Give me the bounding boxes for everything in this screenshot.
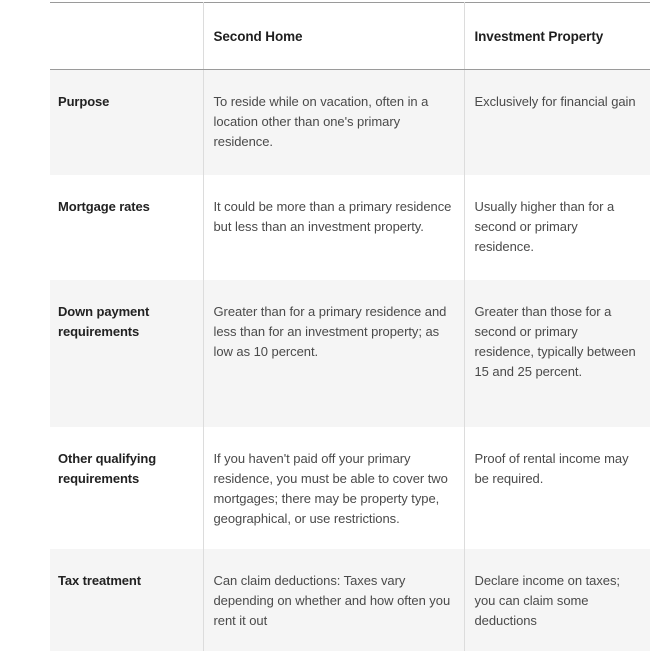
row-label-text: Down payment requirements <box>58 304 150 339</box>
row-second-home-text: It could be more than a primary residence but less than an investment property. <box>213 199 452 234</box>
row-second-home-text: Can claim deductions: Taxes vary depending on whether and how often you rent it out <box>213 573 451 628</box>
table-body <box>50 70 650 651</box>
table-row <box>50 427 650 549</box>
row-investment-property-cell <box>464 280 650 427</box>
table-header-row <box>50 3 650 70</box>
row-label-cell <box>50 175 203 280</box>
table-row <box>50 70 650 176</box>
row-second-home-cell <box>203 70 464 176</box>
column-header-second-home-text: Second Home <box>213 29 303 44</box>
column-header-label <box>50 3 203 70</box>
table-header <box>50 3 650 70</box>
row-investment-property-text: Exclusively for financial gain <box>474 94 636 109</box>
column-header-investment-property <box>464 3 650 70</box>
row-second-home-cell <box>203 280 464 427</box>
table-row <box>50 280 650 427</box>
row-label-cell <box>50 549 203 651</box>
row-second-home-cell <box>203 427 464 549</box>
row-label-cell <box>50 427 203 549</box>
row-second-home-text: To reside while on vacation, often in a location other than one's primary residence. <box>213 94 429 149</box>
column-header-investment-property-text: Investment Property <box>474 29 604 44</box>
row-label-text: Tax treatment <box>58 573 141 588</box>
row-investment-property-cell <box>464 175 650 280</box>
row-investment-property-text: Usually higher than for a second or primary residence. <box>474 199 615 254</box>
table-row <box>50 549 650 651</box>
table-row <box>50 175 650 280</box>
row-second-home-text: Greater than for a primary residence and less than for an investment property; as low as 10 percent. <box>213 304 447 359</box>
row-label-text: Purpose <box>58 94 110 109</box>
row-second-home-cell <box>203 549 464 651</box>
row-label-text: Mortgage rates <box>58 199 150 214</box>
row-investment-property-text: Greater than those for a second or primary residence, typically between 15 and 25 percent. <box>474 304 636 379</box>
row-investment-property-text: Declare income on taxes; you can claim some deductions <box>474 573 620 628</box>
row-investment-property-cell <box>464 549 650 651</box>
row-label-text: Other qualifying requirements <box>58 451 157 486</box>
column-header-second-home <box>203 3 464 70</box>
row-second-home-text: If you haven't paid off your primary residence, you must be able to cover two mortgages; there may be property type, geographical, or use restrictions. <box>213 451 448 526</box>
row-investment-property-cell <box>464 70 650 176</box>
row-investment-property-text: Proof of rental income may be required. <box>474 451 629 486</box>
comparison-table <box>50 2 650 651</box>
row-label-cell <box>50 70 203 176</box>
row-investment-property-cell <box>464 427 650 549</box>
row-label-cell <box>50 280 203 427</box>
row-second-home-cell <box>203 175 464 280</box>
